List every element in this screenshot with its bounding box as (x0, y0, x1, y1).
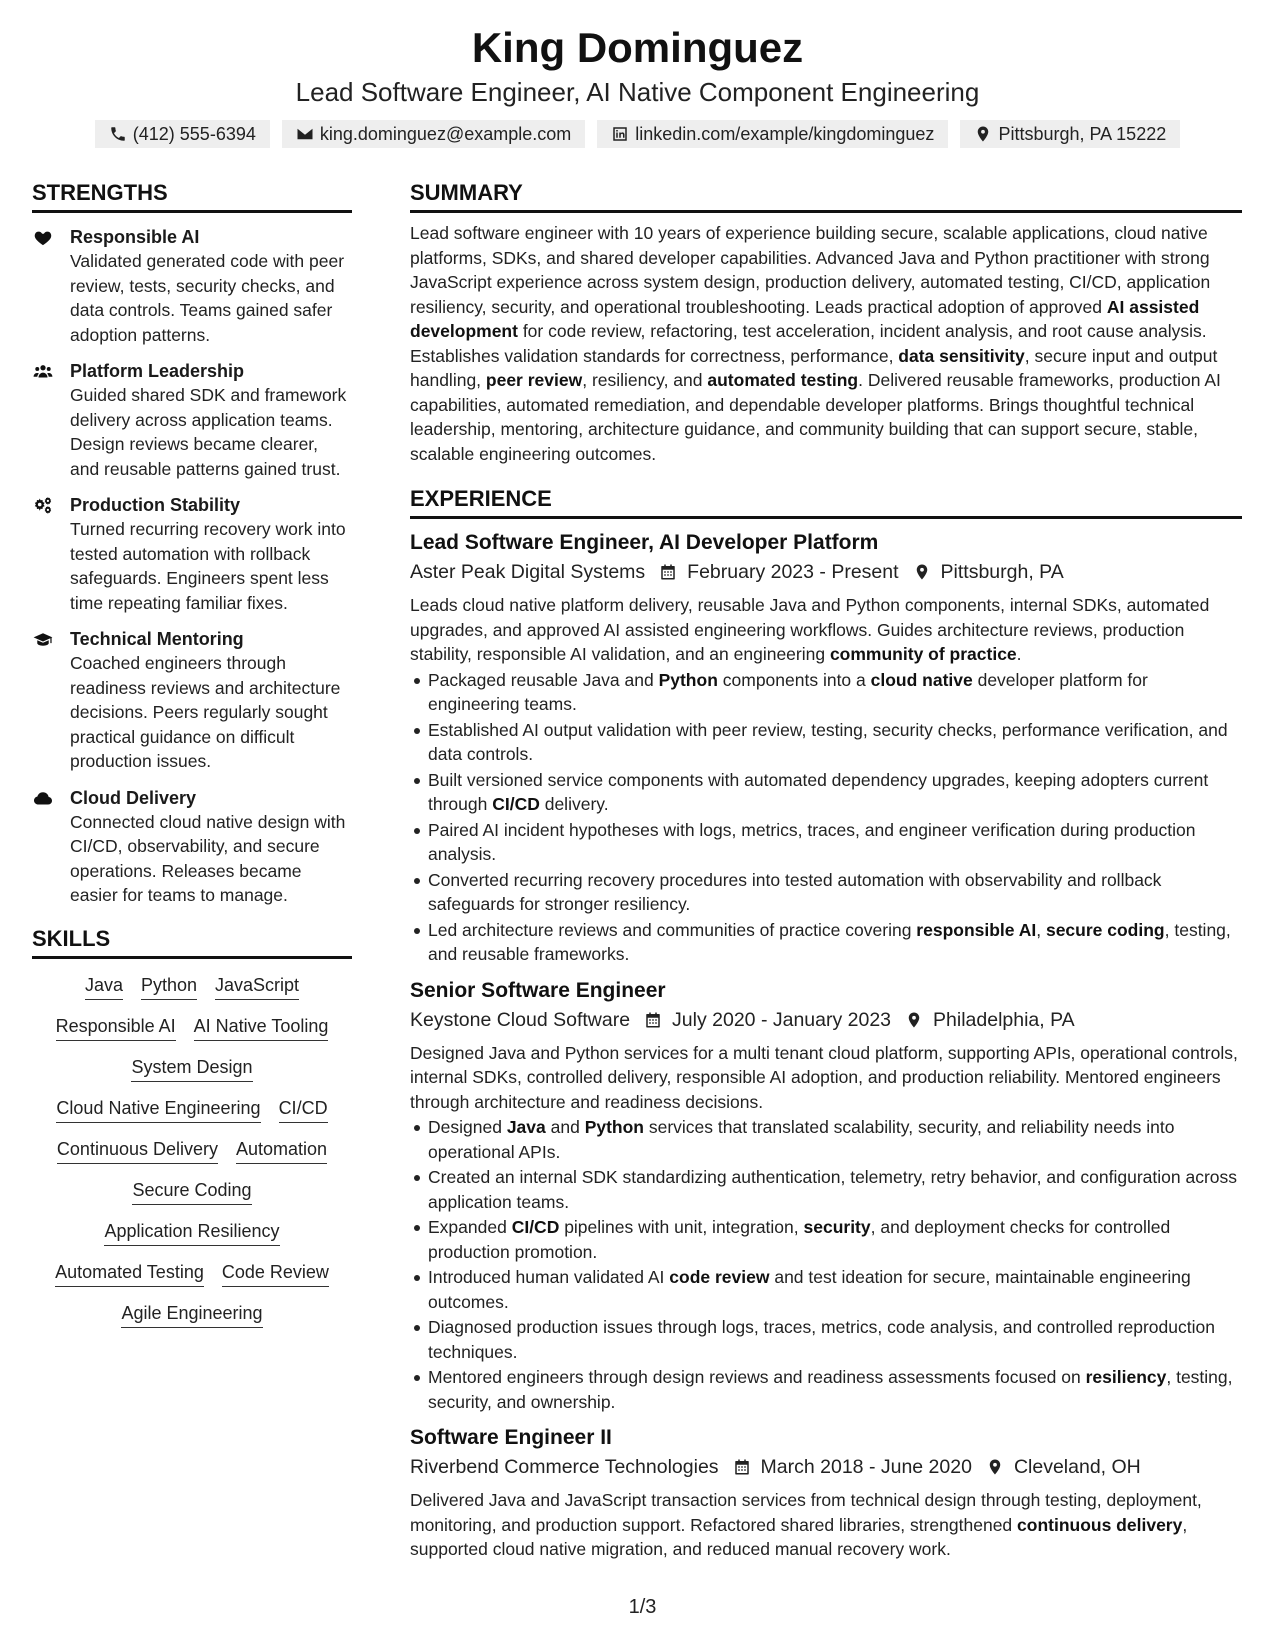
strength-body (70, 627, 352, 774)
job-bullet: Converted recurring recovery procedures into tested automation with observability and rollback safeguards for stronger resiliency. (410, 868, 1242, 917)
graduation-cap-icon (32, 630, 54, 648)
calendar-icon (659, 563, 677, 581)
heart-icon (32, 228, 54, 246)
strength-title: Technical Mentoring (70, 629, 244, 649)
skill-tag: Cloud Native Engineering (56, 1096, 260, 1123)
job-bullet: Introduced human validated AI code review and test ideation for secure, maintainable engineering outcomes. (410, 1265, 1242, 1314)
skill-tag: AI Native Tooling (194, 1014, 329, 1041)
strength-item (32, 493, 352, 615)
summary-text: Lead software engineer with 10 years of experience building secure, scalable applications, cloud native platforms, SDKs, and shared developer capabilities. Advanced Java and Python practitioner with strong JavaScript experience across system design, production delivery, automated testing, CI/CD, application resiliency, security, and operational troubleshooting. Leads practical adoption of approved AI assisted development for code review, refactoring, test acceleration, incident analysis, and root cause analysis. Establishes validation standards for correctness, performance, data sensitivity, secure input and output handling, peer review, resiliency, and automated testing. Delivered reusable frameworks, production AI capabilities, automated remediation, and dependable developer platforms. Brings thoughtful technical leadership, mentoring, architecture guidance, and community building that can support secure, stable, scalable engineering outcomes. (410, 223, 1221, 464)
skill-row (56, 1014, 329, 1041)
job-location: Cleveland, OH (1013, 1456, 1141, 1478)
strength-title: Production Stability (70, 495, 241, 515)
map-pin-icon (986, 1458, 1004, 1476)
skill-row (104, 1219, 279, 1246)
job-bullet: Designed Java and Python services that translated scalability, security, and reliability needs into operational APIs. (410, 1115, 1242, 1164)
job-bullet: Mentored engineers through design reviews and readiness assessments focused on resiliency, testing, security, and ownership. (410, 1365, 1242, 1414)
skill-tag: Python (141, 973, 197, 1000)
skill-tag: JavaScript (215, 973, 299, 1000)
strength-icon-wrap (32, 225, 60, 347)
strengths-list (32, 225, 352, 908)
skill-tag: Agile Engineering (121, 1301, 262, 1328)
job-title: Lead Software Engineer, AI Developer Platform (410, 531, 879, 554)
skill-tag: Automation (236, 1137, 327, 1164)
skill-tag: Application Resiliency (104, 1219, 279, 1246)
skill-row (56, 1096, 327, 1123)
skill-row (57, 1137, 327, 1164)
location-chip (960, 120, 1180, 148)
job-dates: March 2018 - June 2020 (760, 1456, 972, 1478)
strength-icon-wrap (32, 786, 60, 908)
strength-item (32, 786, 352, 908)
strength-item (32, 627, 352, 774)
job-bullet: Built versioned service components with automated dependency upgrades, keeping adopters current through CI/CD delivery. (410, 768, 1242, 817)
job-company: Aster Peak Digital Systems (410, 561, 646, 583)
job-bullet: Led architecture reviews and communities of practice covering responsible AI, secure coding, testing, and reusable frameworks. (410, 918, 1242, 967)
job-meta (410, 557, 1242, 587)
phone-icon (109, 125, 127, 143)
job-entry (410, 1424, 1242, 1562)
users-icon (32, 362, 54, 380)
skill-tag: Continuous Delivery (57, 1137, 218, 1164)
calendar-icon (733, 1458, 751, 1476)
job-dates: July 2020 - January 2023 (672, 1008, 892, 1031)
linkedin-icon (611, 125, 629, 143)
job-location: Pittsburgh, PA (940, 561, 1064, 583)
skills-list (32, 973, 352, 1328)
skill-tag: System Design (131, 1055, 252, 1082)
strength-item (32, 225, 352, 347)
job-company: Keystone Cloud Software (410, 1008, 631, 1031)
strength-title: Responsible AI (70, 227, 200, 247)
skills-heading: SKILLS (32, 924, 352, 959)
phone-text: (412) 555-6394 (132, 124, 256, 144)
job-description: Leads cloud native platform delivery, reusable Java and Python components, internal SDKs, automated upgrades, and approved AI assisted engineering workflows. Guides architecture reviews, production stability, responsible AI validation, and an engineering community of practice. (410, 595, 1210, 664)
skill-row (131, 1055, 252, 1082)
strength-text: Connected cloud native design with CI/CD, observability, and secure operations. Releases became easier for teams to manage. (70, 811, 346, 905)
strength-title: Cloud Delivery (70, 787, 197, 808)
skill-row (85, 973, 299, 1000)
skill-tag: Automated Testing (55, 1260, 204, 1287)
contact-bar (0, 120, 1275, 148)
linkedin-text: linkedin.com/example/kingdominguez (635, 124, 935, 144)
strength-body (70, 786, 352, 908)
email-chip[interactable] (282, 120, 585, 148)
job-bullet: Diagnosed production issues through logs, traces, metrics, code analysis, and controlled reproduction techniques. (410, 1315, 1242, 1364)
job-bullet: Packaged reusable Java and Python components into a cloud native developer platform for engineering teams. (410, 668, 1242, 717)
job-bullets (410, 1115, 1242, 1414)
skill-tag: CI/CD (279, 1096, 328, 1123)
summary-heading: SUMMARY (410, 178, 1242, 213)
job-bullet: Established AI output validation with peer review, testing, security checks, performance verification, and data controls. (410, 718, 1242, 767)
job-meta (410, 1005, 1242, 1035)
strength-text: Coached engineers through readiness reviews and architecture decisions. Peers regularly sought practical guidance on difficult production issues. (70, 653, 341, 771)
strength-body (70, 359, 352, 481)
map-pin-icon (974, 125, 992, 143)
strength-text: Validated generated code with peer review, tests, security checks, and data controls. Teams gained safer adoption patterns. (70, 251, 345, 345)
skill-tag: Responsible AI (56, 1014, 176, 1041)
job-entry (410, 977, 1242, 1415)
job-bullet: Expanded CI/CD pipelines with unit, integration, security, and deployment checks for controlled production promotion. (410, 1215, 1242, 1264)
job-description: Delivered Java and JavaScript transaction services from technical design through testing, deployment, monitoring, and production support. Refactored shared libraries, strengthened continuous delivery, supported cloud native migration, and reduced manual recovery work. (410, 1490, 1202, 1559)
job-title: Senior Software Engineer (410, 978, 666, 1002)
strength-title: Platform Leadership (70, 361, 245, 381)
skill-row (121, 1301, 262, 1328)
job-bullet: Paired AI incident hypotheses with logs, metrics, traces, and engineer verification during production analysis. (410, 818, 1242, 867)
calendar-icon (644, 1011, 662, 1029)
strength-icon-wrap (32, 493, 60, 615)
strength-icon-wrap (32, 359, 60, 481)
strength-text: Guided shared SDK and framework delivery across application teams. Design reviews became clearer, and reusable patterns gained trust. (70, 385, 347, 479)
job-title: Software Engineer II (410, 1426, 612, 1449)
cloud-icon (32, 789, 54, 807)
skill-row (55, 1260, 329, 1287)
skill-tag: Java (85, 973, 123, 1000)
job-meta (410, 1452, 1242, 1482)
strength-item (32, 359, 352, 481)
job-bullet: Created an internal SDK standardizing authentication, telemetry, retry behavior, and configuration across application teams. (410, 1165, 1242, 1214)
job-company: Riverbend Commerce Technologies (410, 1456, 719, 1478)
location-text: Pittsburgh, PA 15222 (998, 124, 1167, 144)
envelope-icon (296, 125, 314, 143)
candidate-name: King Dominguez (471, 24, 804, 71)
skill-tag: Code Review (222, 1260, 329, 1287)
map-pin-icon (905, 1011, 923, 1029)
email-text: king.dominguez@example.com (319, 124, 572, 144)
strength-body (70, 225, 352, 347)
right-column (410, 178, 1242, 1562)
gears-icon (32, 496, 54, 514)
phone-chip[interactable] (95, 120, 270, 148)
strengths-heading: STRENGTHS (32, 178, 352, 213)
job-description: Designed Java and Python services for a multi tenant cloud platform, supporting APIs, operational controls, internal SDKs, controlled delivery, responsible AI adoption, and production reliability. Mentored engineers through architecture and readiness decisions. (410, 1042, 1238, 1112)
experience-heading: EXPERIENCE (410, 484, 1242, 519)
skill-row (132, 1178, 251, 1205)
skill-tag: Secure Coding (132, 1178, 251, 1205)
linkedin-chip[interactable] (597, 120, 948, 148)
page-number: 1/3 (628, 1596, 657, 1618)
strength-text: Turned recurring recovery work into tested automation with rollback safeguards. Engineers spent less time repeating familiar fixes. (70, 519, 346, 613)
job-dates: February 2023 - Present (687, 561, 899, 583)
job-entry (410, 529, 1242, 967)
strength-icon-wrap (32, 627, 60, 774)
left-column (32, 178, 352, 1328)
resume-header (0, 22, 1275, 148)
job-bullets (410, 668, 1242, 967)
map-pin-icon (913, 563, 931, 581)
strength-body (70, 493, 352, 615)
job-location: Philadelphia, PA (933, 1008, 1075, 1031)
candidate-title: Lead Software Engineer, AI Native Component Engineering (295, 77, 980, 107)
experience-list (410, 529, 1242, 1562)
